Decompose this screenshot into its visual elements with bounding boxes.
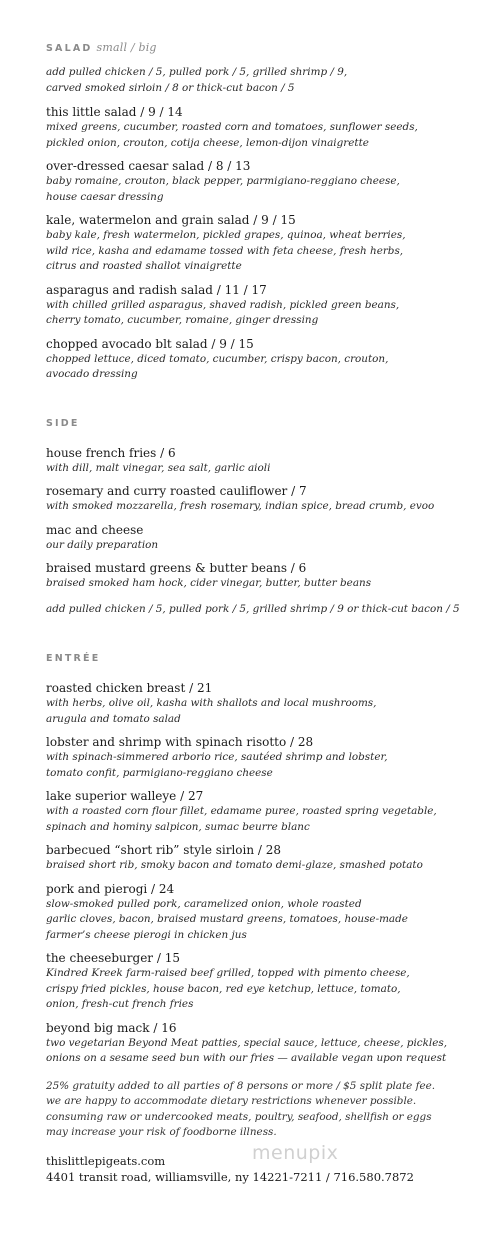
item-desc: slow-smoked pulled pork, caramelized onion, whole roasted [46,897,362,910]
menu-item [46,212,466,275]
menu-item [46,788,466,835]
item-name: lobster and shrimp with spinach risotto / 28 [46,735,314,749]
menu-item [46,680,466,727]
menu-item [46,104,466,151]
item-name: lake superior walleye / 27 [46,789,204,803]
menu-item [46,336,466,383]
website-text: thislittlepigeats.com [46,1153,166,1168]
item-desc: with spinach-simmered arborio rice, sautéed shrimp and lobster, [46,751,388,763]
item-desc: onion, fresh-cut french fries [46,998,194,1010]
item-desc: Kindred Kreek farm-raised beef grilled, topped with pimento cheese, [46,967,410,979]
item-desc: farmer’s cheese pierogi in chicken jus [46,928,247,941]
side-addons: add pulled chicken / 5, pulled pork / 5, grilled shrimp / 9 or thick-cut bacon / 5 [46,602,460,615]
item-desc: mixed greens, cucumber, roasted corn and tomatoes, sunflower seeds, [46,121,418,133]
item-name: mac and cheese [46,522,144,537]
item-name: rosemary and curry roasted cauliflower / 7 [46,484,307,498]
menu-item [46,445,466,477]
item-name: roasted chicken breast / 21 [46,681,213,695]
item-desc: onions on a sesame seed bun with our fries — available vegan upon request [46,1052,447,1064]
item-desc: avocado dressing [46,368,138,380]
item-desc: arugula and tomato salad [46,712,181,725]
item-desc: wild rice, kasha and edamame tossed with feta cheese, fresh herbs, [46,244,404,257]
item-desc: braised smoked ham hock, cider vinegar, butter, butter beans [46,577,372,589]
menu-item [46,560,466,592]
item-name: over-dressed caesar salad / 8 / 13 [46,159,251,173]
item-desc: with dill, malt vinegar, sea salt, garlic aioli [46,461,271,474]
salad-addons: add pulled chicken / 5, pulled pork / 5, grilled shrimp / 9, carved smoked sirloin / 8 or thick-cut bacon / 5 [46,66,348,94]
policy-notes: 25% gratuity added to all parties of 8 persons or more / $5 split plate fee. we are happy to accommodate dietary restrictions whenever possible. consuming raw or undercooked meats, poultry, seafood, shellfish or eggs may increase your risk of foodborne illness. [46,1079,436,1138]
menu-item [46,483,466,515]
item-desc: crispy fried pickles, house bacon, red eye ketchup, lettuce, tomato, [46,982,401,995]
menu-item [46,734,466,781]
address-text: 4401 transit road, williamsville, ny 14221-7211 / 716.580.7872 [46,1169,414,1184]
menu-item [46,522,466,554]
item-desc: with smoked mozzarella, fresh rosemary, indian spice, bread crumb, evoo [46,500,435,512]
item-name: braised mustard greens & butter beans / 6 [46,561,307,575]
item-desc: baby kale, fresh watermelon, pickled grapes, quinoa, wheat berries, [46,229,406,241]
menu-page [46,40,466,1185]
item-desc: tomato confit, parmigiano-reggiano cheese [46,766,273,779]
item-desc: with chilled grilled asparagus, shaved radish, pickled green beans, [46,298,400,311]
item-desc: two vegetarian Beyond Meat patties, special sauce, lettuce, cheese, pickles, [46,1036,447,1049]
side-heading: SIDE [46,417,80,429]
menu-item [46,158,466,205]
item-desc: pickled onion, crouton, cotija cheese, lemon-dijon vinaigrette [46,136,369,149]
item-name: pork and pierogi / 24 [46,881,175,896]
item-name: barbecued “short rib” style sirloin / 28 [46,843,282,857]
item-name: this little salad / 9 / 14 [46,105,183,119]
salad-heading-sizes: small / big [96,41,157,54]
menu-item [46,282,466,329]
watermark-logo: menupix [252,1142,339,1164]
item-desc: baby romaine, crouton, black pepper, parmigiano-reggiano cheese, [46,175,400,187]
item-desc: garlic cloves, bacon, braised mustard greens, tomatoes, house-made [46,913,408,925]
item-desc: braised short rib, smoky bacon and tomato demi-glaze, smashed potato [46,859,423,871]
menu-item [46,881,466,944]
item-desc: spinach and hominy salpicon, sumac beurre blanc [46,820,310,833]
item-name: asparagus and radish salad / 11 / 17 [46,282,267,297]
item-name: kale, watermelon and grain salad / 9 / 15 [46,213,296,227]
item-desc: chopped lettuce, diced tomato, cucumber, crispy bacon, crouton, [46,352,389,365]
item-desc: cherry tomato, cucumber, romaine, ginger dressing [46,314,319,326]
item-desc: citrus and roasted shallot vinaigrette [46,260,242,272]
entree-heading: ENTRÉE [46,653,101,664]
item-desc: with herbs, olive oil, kasha with shallots and local mushrooms, [46,697,377,709]
item-name: beyond big mack / 16 [46,1020,177,1035]
menu-item [46,1020,466,1067]
item-desc: our daily preparation [46,538,159,551]
menu-item [46,842,466,874]
salad-heading: SALAD small / big [46,41,157,54]
item-name: house french fries / 6 [46,445,176,460]
item-desc: with a roasted corn flour fillet, edamame puree, roasted spring vegetable, [46,805,437,817]
item-name: the cheeseburger / 15 [46,951,180,965]
item-name: chopped avocado blt salad / 9 / 15 [46,336,254,351]
menu-item [46,950,466,1013]
item-desc: house caesar dressing [46,190,164,203]
